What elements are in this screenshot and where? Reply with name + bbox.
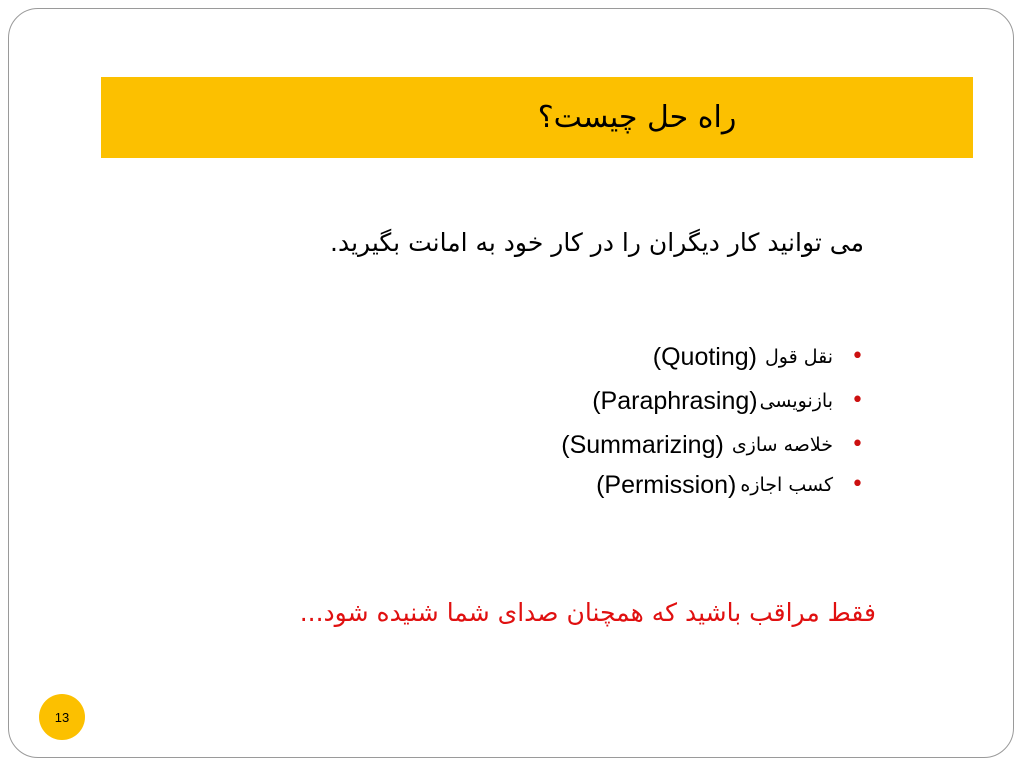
intro-text: می توانید کار دیگران را در کار خود به امانت بگیرید. <box>330 228 864 257</box>
page-number: 13 <box>54 709 70 725</box>
title-bar <box>101 77 973 158</box>
bullet-label-en: (Permission) <box>596 470 737 499</box>
bullet-list <box>561 335 864 503</box>
bullet-label-en: (Paraphrasing) <box>592 386 758 415</box>
bullet-label-en: (Summarizing) <box>561 430 724 459</box>
bullet-label-fa: بازنویسی <box>759 390 834 412</box>
bullet-label-fa: نقل قول <box>764 346 834 368</box>
bullet-label-fa: خلاصه سازی <box>731 434 834 456</box>
bullet-label-fa: کسب اجازه <box>740 474 834 496</box>
bullet-item-paraphrasing <box>561 379 864 423</box>
bullet-dot-icon: • <box>851 388 864 413</box>
bullet-item-permission <box>561 467 864 503</box>
bullet-dot-icon: • <box>851 432 864 457</box>
slide-title: راه حل چیست؟ <box>537 100 737 135</box>
bullet-dot-icon: • <box>851 344 864 369</box>
bullet-dot-icon: • <box>851 472 864 497</box>
page-number-badge <box>39 694 85 740</box>
warning-text: فقط مراقب باشید که همچنان صدای شما شنیده شود... <box>299 598 876 627</box>
bullet-item-summarizing <box>561 423 864 467</box>
bullet-item-quoting <box>561 335 864 379</box>
bullet-label-en: (Quoting) <box>652 342 757 371</box>
